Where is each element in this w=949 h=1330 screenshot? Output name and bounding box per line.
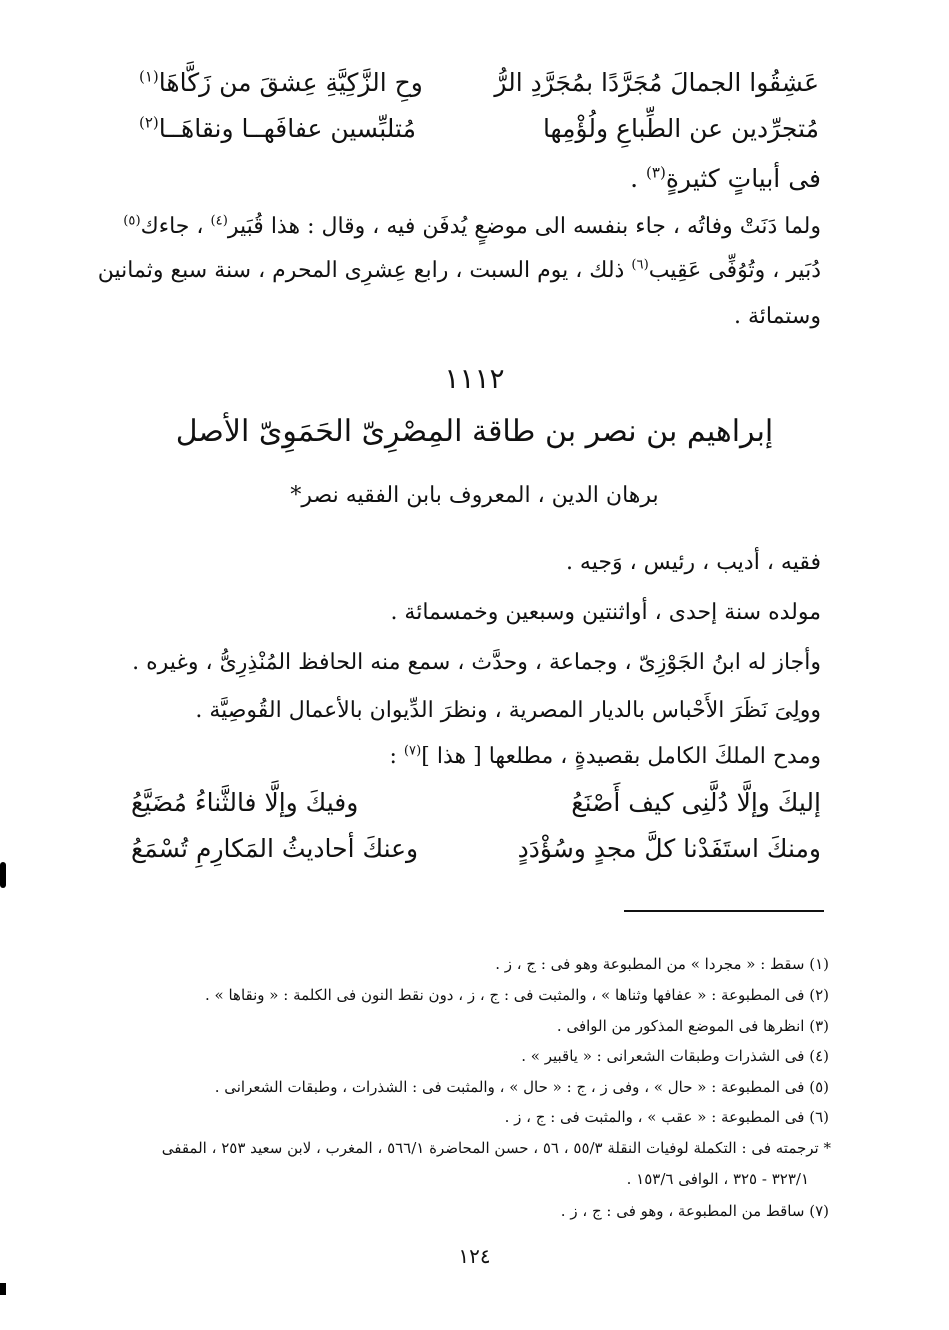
- footnote: (٥) فى المطبوعة : « حال » ، وفى ز ، ج : « حال » ، والمثبت فى : الشذرات ، وطبقات الشعرانى .: [214, 1078, 829, 1096]
- verse-hemistich-left: وفيكَ وإلَّا فالثَّناءُ مُضَيَّعُ: [131, 788, 359, 817]
- scan-edge-mark: [0, 862, 6, 888]
- entry-subtitle: برهان الدين ، المعروف بابن الفقيه نصر*: [290, 483, 659, 508]
- footnote-ref: (٥): [123, 213, 141, 229]
- footnote: (٤) فى الشذرات وطبقات الشعرانى : « ياقبير » .: [521, 1047, 829, 1065]
- footnote: ٣٢٣/١ - ٣٢٥ ، الوافى ١٥٣/٦ .: [626, 1170, 809, 1188]
- page-number: ١٢٤: [458, 1244, 491, 1268]
- paragraph: ومدح الملكَ الكامل بقصيدةٍ ، مطلعها [ هذا ]$^{(٧)}$ :: [389, 743, 821, 769]
- paragraph-line: وستمائة .: [733, 304, 821, 329]
- footnote-ref: (٤): [210, 213, 228, 229]
- paragraph: وأجاز له ابنُ الجَوْزِىّ ، وجماعة ، وحدَّث ، سمع منه الحافظ المُنْذِرِىُّ ، وغيره .: [132, 650, 821, 675]
- footnote: * ترجمته فى : التكملة لوفيات النقلة ٥٥/٣ ، ٥٦ ، حسن المحاضرة ٥٦٦/١ ، المغرب ، لابن سعيد ٢٥٣ ، المقفى: [161, 1139, 831, 1157]
- intro-line: فى أبياتٍ كثيرةٍ$^{(٣)}$ .: [630, 163, 821, 193]
- poem-verse: [131, 788, 821, 817]
- verse-hemistich-right: إليكَ وإلَّا دُلَّنِى كيف أَصْنَعُ: [571, 788, 821, 817]
- poem-verse: [131, 834, 821, 863]
- footnote-ref: (٦): [631, 257, 649, 273]
- footnote: (١) سقط : « مجردا » من المطبوعة وهو فى : ج ، ز .: [495, 955, 829, 973]
- verse-hemistich-left: مُتلبِّسين عفافَهــا ونقاهَــا$^{(٢)}$: [139, 113, 416, 143]
- poem-verse: [139, 114, 819, 143]
- footnote-ref: (٢): [139, 113, 159, 132]
- paragraph: فقيه ، أديب ، رئيس ، وَجيه .: [565, 550, 821, 575]
- poem-verse: [139, 68, 819, 97]
- paragraph: وولِىَ نَظَرَ الأَحْباس بالديار المصرية ، ونظرَ الدِّيوان بالأعمال القُوصِيَّة .: [195, 698, 821, 723]
- entry-number: ١١١٢: [444, 362, 505, 395]
- verse-hemistich-left: وعنكَ أحاديثُ المَكارِمِ تُسْمَعُ: [131, 834, 419, 863]
- footnote: (٢) فى المطبوعة : « عفافها وثناها » ، والمثبت فى : ج ، ز ، دون نقط النون فى الكلمة : « ونقاها » .: [205, 986, 829, 1004]
- footnote: (٧) ساقط من المطبوعة ، وهو فى : ج ، ز .: [560, 1202, 829, 1220]
- footnote-separator: [624, 910, 824, 912]
- paragraph-line: ولما دَنَتْ وفاتُه ، جاء بنفسه الى موضعٍ يُدفَن فيه ، وقال : هذا قُبَير$^{(٤)}$ ، جاءك$^{(٥)}$: [123, 213, 821, 239]
- verse-hemistich-right: مُتجرِّدين عن الطِّباعِ ولُؤْمِها: [542, 114, 819, 143]
- verse-hemistich-left: وحِ الزَّكِيَّةِ عِشقَ من زَكَّاهَا$^{(١)}$: [139, 67, 423, 97]
- paragraph: مولده سنة إحدى ، أواثنتين وسبعين وخمسمائة .: [390, 600, 821, 625]
- footnote-ref: (٧): [403, 743, 422, 759]
- paragraph-line: دُبَير ، وتُوُفِّى عَقِيب$^{(٦)}$ ذلك ، يوم السبت ، رابع عِشرِى المحرم ، سنة سبع وثمانين: [97, 257, 821, 283]
- footnote-ref: (١): [139, 67, 159, 86]
- footnote: (٦) فى المطبوعة : « عقب » ، والمثبت فى : ج ، ز .: [504, 1108, 829, 1126]
- scan-edge-mark: [0, 1283, 6, 1295]
- verse-hemistich-right: عَشِقُوا الجمالَ مُجَرَّدًا بمُجَرَّدِ الرُّ: [494, 68, 819, 97]
- verse-hemistich-right: ومنكَ استَفَدْنا كلَّ مجدٍ وسُؤْدَدٍ: [517, 834, 821, 863]
- entry-title: إبراهيم بن نصر بن طاقة المِصْرِىّ الحَمَوِىّ الأصل: [175, 414, 774, 449]
- footnote-ref: (٣): [646, 163, 666, 182]
- footnote: (٣) انظرها فى الموضع المذكور من الوافى .: [556, 1017, 829, 1035]
